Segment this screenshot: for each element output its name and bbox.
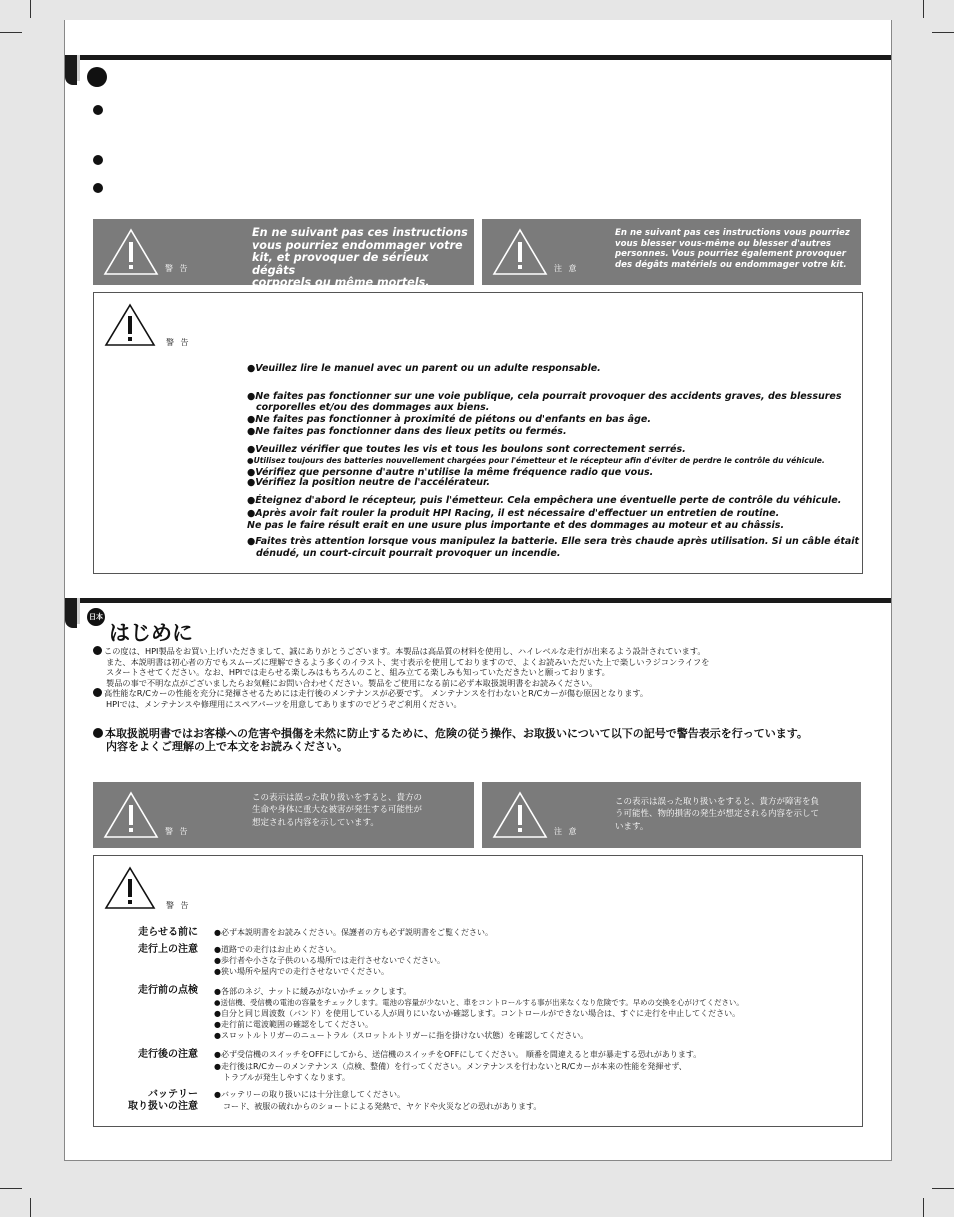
- crop-mark: [30, 0, 31, 18]
- warning-item: ●狭い場所や屋内での走行させないでください。: [214, 967, 389, 976]
- warning-item: ●自分と同じ周波数（バンド）を使用している人が周りにいないか確認します。コントロールができない場合は、すぐに走行を中止してください。: [214, 1009, 741, 1018]
- warning-triangle-icon: [103, 791, 159, 839]
- crop-mark: [932, 1188, 954, 1189]
- crop-mark: [0, 1188, 22, 1189]
- warning-line: ●Éteignez d'abord le récepteur, puis l'émetteur. Cela empêchera une éventuelle perte de contrôle du véhicule.: [247, 495, 842, 506]
- warning-label: 警 告: [166, 901, 191, 910]
- warning-box: [93, 219, 474, 290]
- warning-box: [93, 782, 474, 848]
- warning-item: ●道路での走行はお止めください。: [214, 945, 341, 954]
- warning-item: ●必ず本説明書をお読みください。保護者の方も必ず説明書をご覧ください。: [214, 928, 493, 937]
- bullet-icon: [93, 155, 103, 165]
- crop-mark: [0, 32, 22, 33]
- warning-item: ●各部のネジ、ナットに緩みがないかチェックします。: [214, 987, 412, 996]
- bullet-icon: [93, 688, 102, 697]
- notice-text: 本取扱説明書ではお客様への危害や損傷を未然に防止するために、危険の従う操作、お取扱いについて以下の記号で警告表示を行っています。 内容をよくご理解の上で本文をお読みください。: [93, 728, 808, 753]
- caution-label: 注 意: [554, 827, 579, 836]
- section-bullet-icon: [87, 67, 107, 87]
- caution-box: [482, 219, 861, 285]
- warning-triangle-icon: [103, 228, 159, 276]
- warning-line: Ne pas le faire résult erait en une usure plus importante et des dommages au moteur et au châssis.: [247, 520, 785, 531]
- warning-line: ●Vérifiez que personne d'autre n'utilise la même fréquence radio que vous.: [247, 467, 654, 478]
- warning-label: 警 告: [165, 827, 190, 836]
- bullet-icon: [93, 183, 103, 193]
- warning-item: ●送信機、受信機の電池の容量をチェックします。電池の容量が少ないと、車をコントロールする事が出来なくなり危険です。早めの交換を心がけてください。: [214, 998, 744, 1007]
- warning-label: 警 告: [166, 338, 191, 347]
- warning-line: ●Après avoir fait rouler la produit HPI Racing, il est nécessaire d'effectuer un entretien de routine.: [247, 508, 780, 519]
- category-label: 取り扱いの注意: [128, 1101, 198, 1112]
- intro-text: この度は、HPI製品をお買い上げいただきまして、誠にありがとうございます。本製品は高品質の材料を使用し、ハイレベルな走行が出来るよう設計されています。 また、本説明書は初心者の方でもスムーズに理解できるよう多くのイラスト、実寸表示を使用しておりますので、よくお読みいただいた上で楽しいラジコンライフを スタートさせてください。なお、HPIでは走らせる楽しみはもちろんのこと、組み立てる楽しみも知っていただきたいと願っております。 製品の事で不明な点がございましたらお気軽にお問い合わせください。製品をご使用になる前に必ず本取扱説明書をお読みください。 高性能なR/Cカーの性能を充分に発揮させるためには走行後のメンテナンスが必要です。 メンテナンスを行わないとR/Cカーが傷む原因となります。 HPIでは、メンテナンスや修理用にスペアパーツを用意してありますのでどうぞご利用ください。: [93, 646, 709, 709]
- warning-detail-box: [93, 855, 863, 1127]
- category-label: 走らせる前に: [138, 927, 198, 938]
- caution-text: En ne suivant pas ces instructions vous pourriez vous blesser vous-même ou blesser d'autres personnes. Vous pourriez également provoquer des dégâts matériels ou endommager votre kit.: [615, 228, 850, 271]
- crop-mark: [923, 1198, 924, 1217]
- crop-mark: [932, 32, 954, 33]
- section-tab: [65, 55, 77, 85]
- warning-detail-box: [93, 292, 863, 574]
- warning-triangle-icon: [104, 866, 156, 910]
- warning-item: ●必ず受信機のスイッチをOFFにしてから、送信機のスイッチをOFFにしてください。 順番を間違えると車が暴走する恐れがあります。: [214, 1050, 702, 1059]
- warning-line: dénudé, un court-circuit pourrait provoquer un incendie.: [256, 548, 561, 559]
- warning-item: ●歩行者や小さな子供のいる場所では走行させないでください。: [214, 956, 445, 965]
- warning-item: ●スロットルトリガーのニュートラル（スロットルトリガーに指を掛けない状態）を確認してください。: [214, 1031, 589, 1040]
- warning-item: トラブルが発生しやすくなります。: [223, 1073, 351, 1082]
- category-label: バッテリー: [148, 1089, 198, 1100]
- warning-text: この表示は誤った取り扱いをすると、貴方の 生命や身体に重大な被害が発生する可能性が 想定される内容を示しています。: [252, 793, 423, 828]
- warning-item: コード、被服の破れからのショートによる発熱で、ヤケドや火災などの恐れがあります。: [223, 1102, 542, 1111]
- caution-box: [482, 782, 861, 848]
- warning-line: ●Ne faites pas fonctionner à proximité de piétons ou d'enfants en bas âge.: [247, 414, 651, 425]
- warning-line: ●Faites très attention lorsque vous manipulez la batterie. Elle sera très chaude après utilisation. Si un câble était: [247, 536, 860, 547]
- warning-line: ●Vérifiez la position neutre de l'accélérateur.: [247, 477, 490, 488]
- warning-line: ●Veuillez vérifier que toutes les vis et tous les boulons sont correctement serrés.: [247, 444, 686, 455]
- bullet-icon: [93, 646, 102, 655]
- warning-triangle-icon: [104, 303, 156, 347]
- section-header-bar: [65, 55, 891, 60]
- manual-page: [64, 20, 892, 1161]
- category-label: 走行上の注意: [138, 944, 198, 955]
- caution-text: この表示は誤った取り扱いをすると、貴方が障害を負 う可能性、物的損害の発生が想定される内容を示して います。: [615, 797, 820, 832]
- warning-triangle-icon: [492, 228, 548, 276]
- warning-item: ●走行後はR/Cカーのメンテナンス（点検、整備）を行ってください。メンテナンスを行わないとR/Cカーが本来の性能を発揮せず、: [214, 1062, 687, 1071]
- warning-item: ●バッテリーの取り扱いには十分注意してください。: [214, 1090, 405, 1099]
- category-label: 走行後の注意: [138, 1049, 198, 1060]
- bullet-icon: [93, 728, 103, 738]
- caution-label: 注 意: [554, 264, 579, 273]
- warning-line: corporelles et/ou des dommages aux biens.: [256, 402, 490, 413]
- warning-line: ●Veuillez lire le manuel avec un parent ou un adulte responsable.: [247, 363, 601, 374]
- section-header-bar: [65, 598, 891, 603]
- french-section: [65, 55, 891, 590]
- section-title: 日本語 はじめに: [87, 608, 193, 647]
- language-badge: 日本語: [87, 608, 105, 626]
- warning-item: ●走行前に電波範囲の確認をしてください。: [214, 1020, 373, 1029]
- category-label: 走行前の点検: [138, 985, 198, 996]
- warning-label: 警 告: [165, 264, 190, 273]
- warning-line: ●Ne faites pas fonctionner dans des lieux petits ou fermés.: [247, 426, 567, 437]
- japanese-section: [65, 598, 891, 1158]
- section-tab: [65, 598, 77, 628]
- warning-line: ●Utilisez toujours des batteries nouvellement chargées pour l'émetteur et le récepteur afin d'éviter de perdre le contrôle du véhicule.: [247, 456, 825, 465]
- warning-triangle-icon: [492, 791, 548, 839]
- warning-text: En ne suivant pas ces instructions vous pourriez endommager votre kit, et provoquer de sérieux dégâts corporels ou même mortels.: [252, 226, 468, 290]
- bullet-icon: [93, 105, 103, 115]
- crop-mark: [923, 0, 924, 18]
- warning-line: ●Ne faites pas fonctionner sur une voie publique, cela pourrait provoquer des accidents graves, des blessures: [247, 391, 842, 402]
- crop-mark: [30, 1198, 31, 1217]
